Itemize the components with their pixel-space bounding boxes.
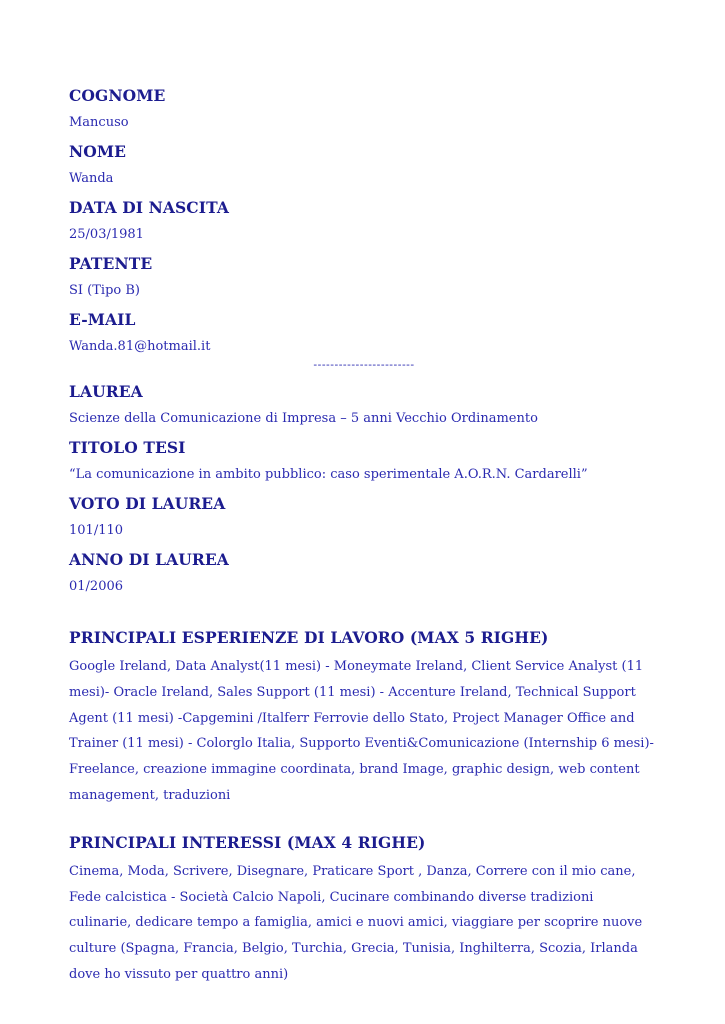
interessi-label: PRINCIPALI INTERESSI (MAX 4 RIGHE)	[69, 832, 426, 852]
nome-label: NOME	[69, 142, 127, 161]
titolo-tesi-value: “La comunicazione in ambito pubblico: caso sperimentale A.O.R.N. Cardarelli”	[69, 467, 588, 482]
nome-value: Wanda	[69, 171, 114, 186]
data-nascita-value: 25/03/1981	[69, 227, 144, 242]
field-data-nascita	[69, 196, 659, 246]
laurea-label: LAUREA	[69, 382, 143, 401]
patente-label: PATENTE	[69, 254, 153, 273]
field-patente	[69, 252, 659, 302]
interessi-text: Cinema, Moda, Scrivere, Disegnare, Praticare Sport , Danza, Correre con il mio cane, Fede calcistica - Società Calcio Napoli, Cucinare combinando diverse tradizioni culinarie, dedicare tempo a famiglia, amici e nuovi amici, viaggiare per scoprire nuove culture (Spagna, Francia, Belgio, Turchia, Grecia, Tunisia, Inghilterra, Scozia, Irlanda dove ho vissuto per quattro anni)	[69, 863, 643, 982]
field-nome	[69, 140, 659, 190]
field-laurea	[69, 380, 659, 430]
voto-value: 101/110	[69, 523, 124, 538]
anno-label: ANNO DI LAUREA	[69, 550, 229, 569]
field-cognome	[69, 84, 659, 134]
anno-value: 01/2006	[69, 579, 124, 594]
cv-document	[69, 84, 659, 988]
section-esperienze	[69, 626, 659, 809]
cognome-value: Mancuso	[69, 115, 129, 130]
titolo-tesi-label: TITOLO TESI	[69, 438, 186, 457]
section-separator: ------------------------	[313, 358, 415, 371]
esperienze-label: PRINCIPALI ESPERIENZE DI LAVORO (MAX 5 RIGHE)	[69, 628, 549, 647]
field-anno	[69, 548, 659, 598]
field-titolo-tesi	[69, 436, 659, 486]
esperienze-text: Google Ireland, Data Analyst(11 mesi) - Moneymate Ireland, Client Service Analyst (11 mesi)- Oracle Ireland, Sales Support (11 mesi) - Accenture Ireland, Technical Support Agent (11 mesi) -Capgemini /Italferr Ferrovie dello Stato, Project Manager Office and Trainer (11 mesi) - Colorglo Italia, Supporto Eventi&Comunicazione (Internship 6 mesi)- Freelance, creazione immagine coordinata, brand Image, graphic design, web content management, traduzioni	[69, 659, 654, 803]
field-email	[69, 308, 659, 358]
voto-label: VOTO DI LAUREA	[69, 494, 226, 513]
section-interessi	[69, 831, 659, 988]
spacer	[69, 604, 659, 626]
email-label: E-MAIL	[69, 310, 136, 329]
laurea-value: Scienze della Comunicazione di Impresa – 5 anni Vecchio Ordinamento	[69, 411, 538, 426]
cognome-label: COGNOME	[69, 86, 166, 105]
data-nascita-label: DATA DI NASCITA	[69, 198, 230, 217]
email-value: Wanda.81@hotmail.it	[69, 339, 211, 354]
field-voto	[69, 492, 659, 542]
spacer	[69, 809, 659, 831]
patente-value: SI (Tipo B)	[69, 283, 140, 298]
